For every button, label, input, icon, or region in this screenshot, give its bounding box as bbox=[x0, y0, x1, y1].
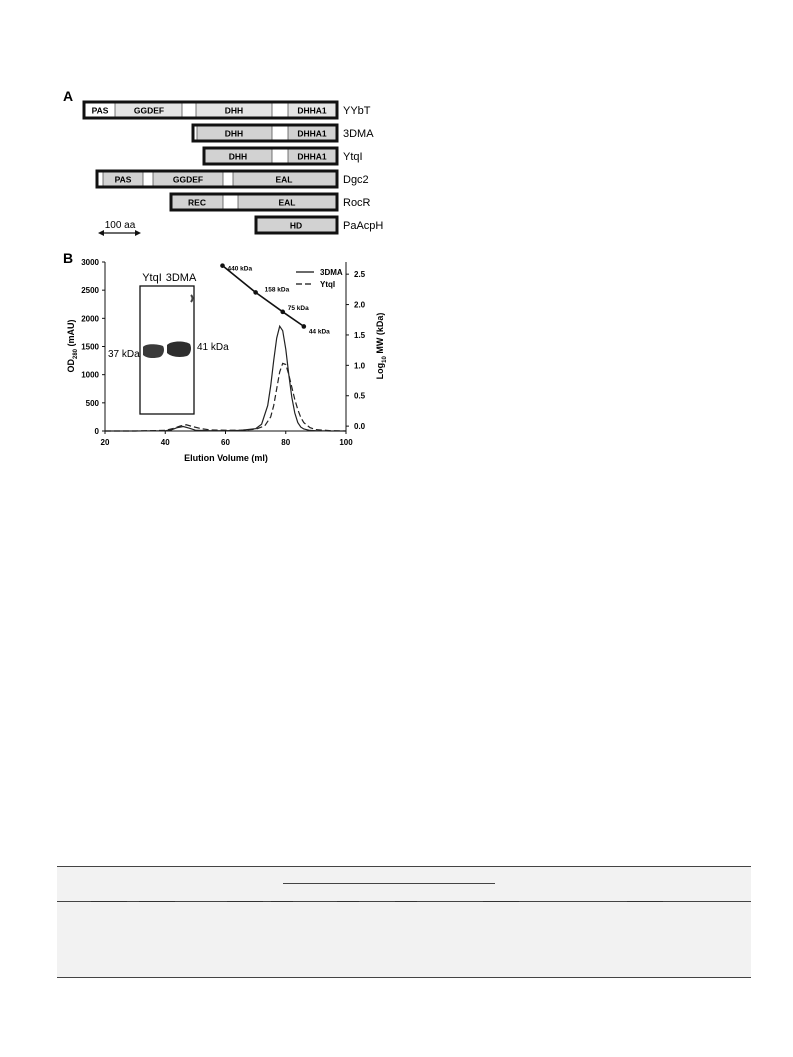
legend-ytqi: YtqI bbox=[320, 280, 336, 289]
domain-segment bbox=[272, 148, 288, 164]
domain-label: DHHA1 bbox=[297, 105, 327, 116]
domain-segment bbox=[143, 171, 153, 187]
y2-tick-label: 2.5 bbox=[354, 270, 366, 280]
x-axis-title: Elution Volume (ml) bbox=[184, 453, 268, 463]
column-rule bbox=[139, 901, 175, 902]
column-rule bbox=[395, 901, 417, 902]
protein-name: PaAcpH bbox=[343, 220, 384, 232]
calibration-line bbox=[223, 266, 304, 327]
domain-label: DHH bbox=[228, 151, 248, 162]
domain-label: REC bbox=[188, 197, 206, 208]
legend-3dma: 3DMA bbox=[320, 268, 343, 277]
y-tick-label: 2000 bbox=[81, 314, 99, 324]
protein-name: YtqI bbox=[343, 151, 363, 163]
protein-3dma bbox=[193, 125, 374, 141]
column-rule bbox=[271, 901, 293, 902]
domain-architecture bbox=[84, 102, 383, 233]
column-rule bbox=[337, 901, 359, 902]
calibration-label: 440 kDa bbox=[227, 265, 253, 273]
panel-b-label: B bbox=[63, 250, 74, 266]
y2-tick-label: 2.0 bbox=[354, 300, 366, 310]
gel-marker-left: 37 kDa bbox=[108, 349, 140, 360]
calibration-point bbox=[302, 324, 307, 329]
column-rule bbox=[227, 901, 263, 902]
y-axis-title: $OD_{280}$ (mAU) bbox=[66, 319, 79, 373]
calibration-point bbox=[220, 263, 225, 268]
calibration-label: 158 kDa bbox=[264, 286, 290, 294]
protein-paacph bbox=[256, 217, 383, 233]
table-top-rule bbox=[57, 866, 751, 867]
domain-label: EAL bbox=[275, 174, 293, 185]
gel-lane-ytqi: YtqI bbox=[142, 272, 162, 284]
chart bbox=[66, 258, 388, 463]
x-tick-label: 100 bbox=[339, 438, 353, 447]
domain-label: HD bbox=[289, 220, 303, 231]
y2-tick-label: 0.5 bbox=[354, 391, 366, 401]
domain-segment bbox=[272, 102, 288, 118]
y-tick-label: 3000 bbox=[81, 258, 99, 267]
figure bbox=[0, 0, 793, 470]
calibration-point bbox=[280, 310, 285, 315]
protein-name: Dgc2 bbox=[343, 174, 369, 186]
protein-name: RocR bbox=[343, 197, 371, 209]
domain-segment bbox=[272, 125, 288, 141]
protein-rocr bbox=[171, 194, 371, 210]
scale-bar bbox=[98, 220, 141, 236]
domain-label: DHH bbox=[224, 105, 244, 116]
gel-band-3dma bbox=[167, 342, 191, 358]
y-tick-label: 2500 bbox=[81, 286, 99, 296]
domain-segment bbox=[182, 102, 196, 118]
table-body-band bbox=[57, 902, 751, 978]
column-rule bbox=[627, 901, 663, 902]
x-tick-label: 60 bbox=[221, 438, 230, 447]
y2-tick-label: 1.5 bbox=[354, 330, 366, 340]
protein-dgc2 bbox=[97, 171, 369, 187]
domain-label: DHHA1 bbox=[297, 151, 327, 162]
protein-ytqi bbox=[204, 148, 363, 164]
y-tick-label: 500 bbox=[85, 398, 99, 408]
gel-lane-3dma: 3DMA bbox=[165, 272, 197, 284]
domain-segment bbox=[223, 194, 238, 210]
calibration-point bbox=[253, 290, 258, 295]
y2-tick-label: 0.0 bbox=[354, 422, 366, 432]
gel-marker-right: 41 kDa bbox=[197, 342, 229, 353]
y2-axis-title: Log$_{10}$ MW (kDa) bbox=[375, 312, 388, 380]
scale-bar-label: 100 aa bbox=[104, 220, 136, 231]
table-bottom-rule bbox=[57, 977, 751, 978]
domain-label: GGDEF bbox=[172, 174, 204, 185]
domain-label: PAS bbox=[114, 174, 132, 185]
x-tick-label: 80 bbox=[281, 438, 291, 447]
domain-label: PAS bbox=[91, 105, 109, 116]
table-header-region bbox=[57, 866, 751, 978]
y-tick-label: 0 bbox=[94, 427, 99, 436]
calibration-label: 75 kDa bbox=[287, 304, 309, 312]
protein-name: YYbT bbox=[343, 105, 371, 117]
x-tick-label: 20 bbox=[100, 438, 110, 447]
domain-label: GGDEF bbox=[133, 105, 165, 116]
domain-label: DHHA1 bbox=[297, 128, 327, 139]
gel-band-ytqi bbox=[143, 344, 164, 358]
x-tick-label: 40 bbox=[160, 438, 170, 447]
domain-segment bbox=[223, 171, 233, 187]
domain-label: EAL bbox=[278, 197, 296, 208]
domain-label: DHH bbox=[224, 128, 244, 139]
y-tick-label: 1500 bbox=[81, 342, 99, 352]
panel-a-label: A bbox=[63, 88, 74, 104]
protein-yybt bbox=[84, 102, 371, 118]
table-spanner-rule bbox=[283, 883, 495, 884]
y2-tick-label: 1.0 bbox=[354, 361, 366, 371]
gel-inset bbox=[108, 272, 229, 414]
legend bbox=[296, 268, 343, 289]
protein-name: 3DMA bbox=[343, 128, 374, 140]
calibration-label: 44 kDa bbox=[308, 328, 330, 336]
column-rule bbox=[483, 901, 519, 902]
y-tick-label: 1000 bbox=[81, 370, 99, 380]
column-rule bbox=[91, 901, 127, 902]
